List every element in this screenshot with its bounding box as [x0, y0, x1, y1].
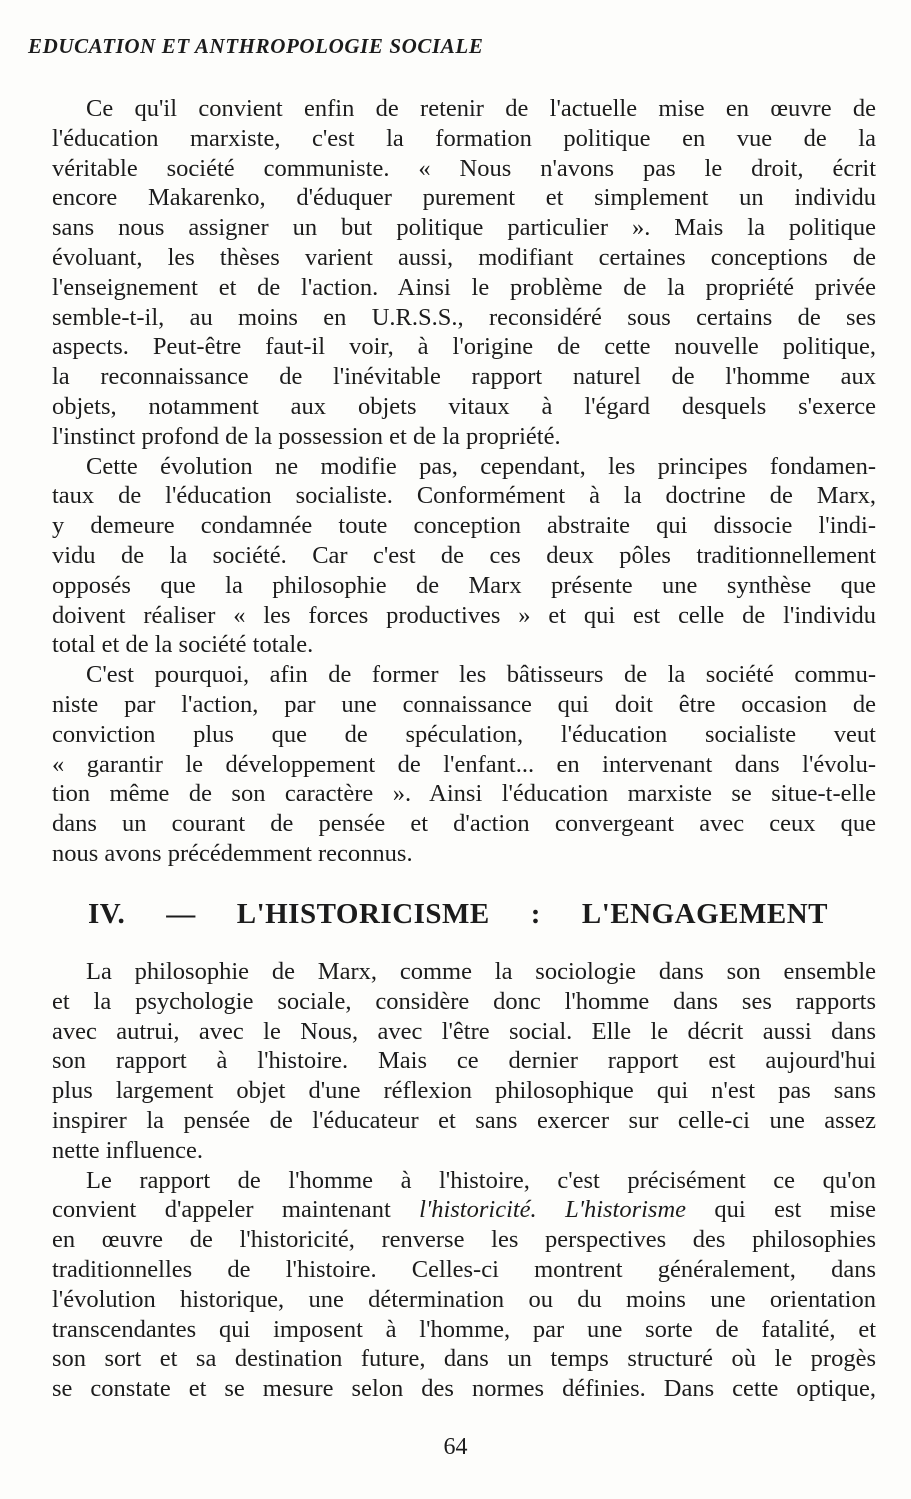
- page-number: 64: [443, 1434, 468, 1460]
- text-line: se constate et se mesure selon des normes définies. Dans cette optique,: [52, 1375, 876, 1403]
- text-line: son sort et sa destination future, dans un temps structuré où le progès: [52, 1345, 876, 1373]
- text-line: avec autrui, avec le Nous, avec l'être social. Elle le décrit aussi dans: [52, 1017, 876, 1045]
- text-line: y demeure condamnée toute conception abstraite qui dissocie l'indi-: [52, 512, 876, 540]
- paragraph: [52, 957, 876, 1166]
- text-line: opposés que la philosophie de Marx présente une synthèse que: [52, 571, 876, 599]
- paragraph: [52, 452, 876, 661]
- text-line: « garantir le développement de l'enfant... en intervenant dans l'évolu-: [52, 750, 876, 778]
- text-block-before-heading: [52, 94, 876, 869]
- text-line: Ce qu'il convient enfin de retenir de l'actuelle mise en œuvre de: [86, 95, 876, 122]
- text-line: transcendantes qui imposent à l'homme, par une sorte de fatalité, et: [52, 1315, 876, 1343]
- text-line: Cette évolution ne modifie pas, cependant, les principes fondamen-: [86, 452, 876, 480]
- text-line: niste par l'action, par une connaissance qui doit être occasion de: [52, 690, 876, 718]
- text-line: encore Makarenko, d'éduquer purement et simplement un individu: [52, 184, 876, 212]
- text-line: l'évolution historique, une détermination ou du moins une orientation: [52, 1285, 876, 1313]
- text-line: nette influence.: [52, 1136, 204, 1164]
- text-line: l'éducation marxiste, c'est la formation politique en vue de la: [52, 124, 876, 152]
- text-line: tion même de son caractère ». Ainsi l'éducation marxiste se situe-t-elle: [52, 780, 876, 808]
- text-line: nous avons précédemment reconnus.: [52, 839, 413, 867]
- text-line: Le rapport de l'homme à l'histoire, c'est précisément ce qu'on: [86, 1166, 876, 1194]
- text-line: son rapport à l'histoire. Mais ce dernier rapport est aujourd'hui: [52, 1047, 876, 1075]
- text-line: traditionnelles de l'histoire. Celles-ci montrent généralement, dans: [52, 1255, 876, 1283]
- text-segment: convient d'appeler maintenant: [52, 1196, 420, 1224]
- text-line: l'instinct profond de la possession et de la propriété.: [52, 422, 561, 450]
- text-line: total et de la société totale.: [52, 631, 314, 659]
- text-line: l'enseignement et de l'action. Ainsi le problème de la propriété privée: [52, 273, 876, 301]
- paragraph: [52, 94, 876, 452]
- text-line: La philosophie de Marx, comme la sociologie dans son ensemble: [86, 958, 876, 985]
- text-line: aspects. Peut-être faut-il voir, à l'origine de cette nouvelle politique,: [52, 333, 876, 361]
- text-line: inspirer la pensée de l'éducateur et sans exercer sur celle-ci une assez: [52, 1106, 876, 1134]
- text-line: la reconnaissance de l'inévitable rapport naturel de l'homme aux: [52, 363, 876, 391]
- text-line: conviction plus que de spéculation, l'éducation socialiste veut: [52, 720, 876, 748]
- text-line: C'est pourquoi, afin de former les bâtisseurs de la société commu-: [86, 661, 876, 689]
- text-line: véritable société communiste. « Nous n'avons pas le droit, écrit: [52, 154, 876, 182]
- text-line: dans un courant de pensée et d'action convergeant avec ceux que: [52, 810, 876, 838]
- text-line: taux de l'éducation socialiste. Conformément à la doctrine de Marx,: [52, 482, 876, 510]
- text-line: évoluant, les thèses varient aussi, modifiant certaines conceptions de: [52, 243, 876, 271]
- text-line: en œuvre de l'historicité, renverse les perspectives des philosophies: [52, 1226, 876, 1254]
- paragraph: [52, 660, 876, 869]
- section-heading: IV. — L'HISTORICISME : L'ENGAGEMENT: [88, 898, 828, 930]
- italic-term: l'historicité. L'historisme: [419, 1196, 687, 1224]
- text-line: semble-t-il, au moins en U.R.S.S., reconsidéré sous certains de ses: [52, 303, 876, 331]
- paragraph: [52, 1166, 876, 1404]
- text-line: [52, 1195, 876, 1225]
- text-line: vidu de la société. Car c'est de ces deux pôles traditionnellement: [52, 541, 876, 569]
- text-block-after-heading: [52, 957, 876, 1404]
- text-line: sans nous assigner un but politique particulier ». Mais la politique: [52, 214, 876, 242]
- text-line: objets, notamment aux objets vitaux à l'égard desquels s'exerce: [52, 392, 876, 420]
- running-head: EDUCATION ET ANTHROPOLOGIE SOCIALE: [28, 34, 484, 58]
- text-line: plus largement objet d'une réflexion philosophique qui n'est pas sans: [52, 1077, 876, 1105]
- text-segment: qui est mise: [686, 1196, 877, 1224]
- text-line: et la psychologie sociale, considère donc l'homme dans ses rapports: [52, 987, 876, 1015]
- text-line: doivent réaliser « les forces productives » et qui est celle de l'individu: [52, 601, 876, 629]
